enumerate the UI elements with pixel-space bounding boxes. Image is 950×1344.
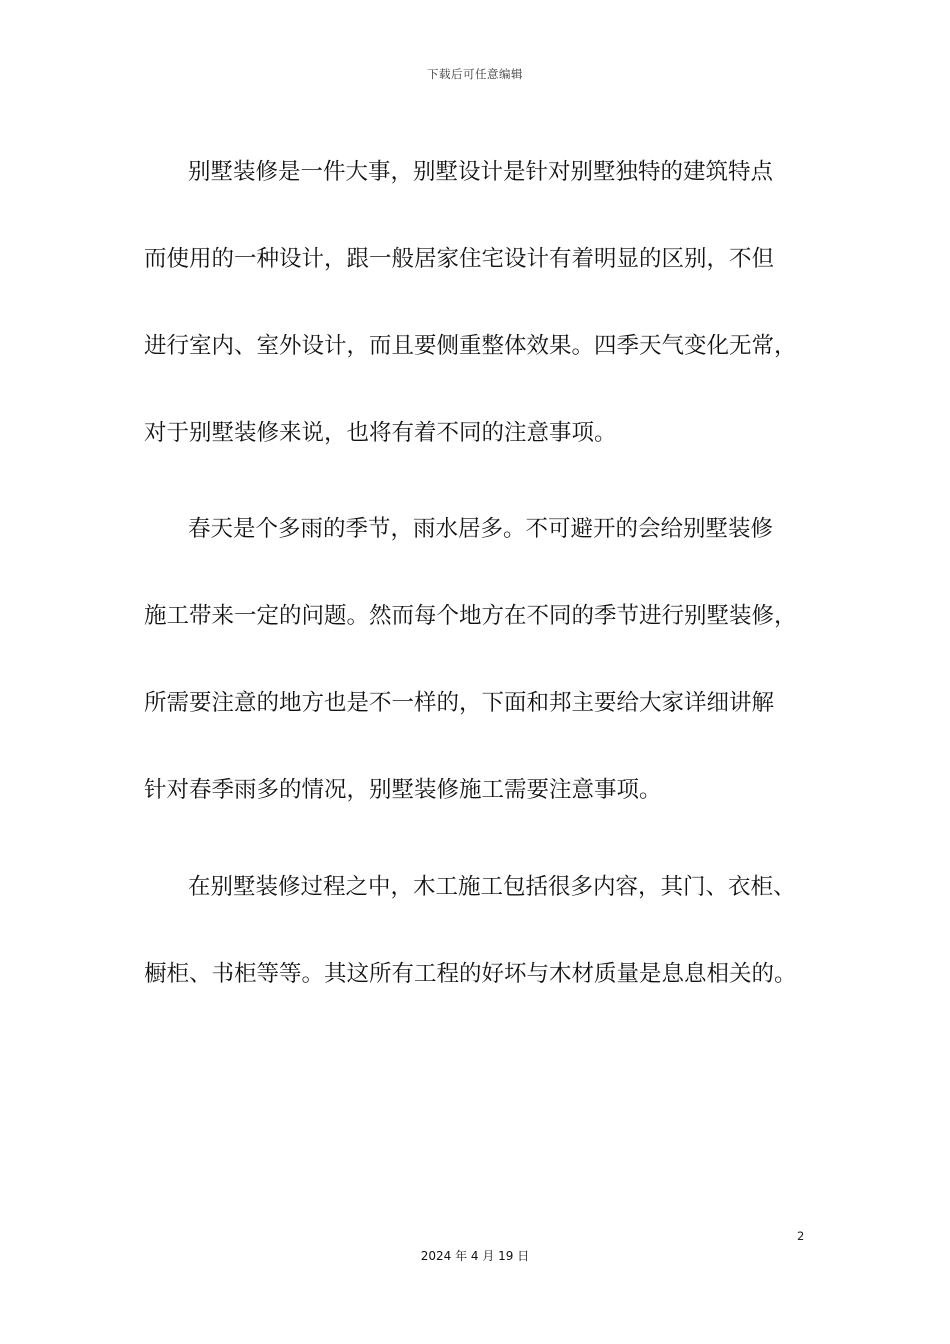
paragraph-1-line-4: 对于别墅装修来说，也将有着不同的注意事项。 bbox=[144, 420, 617, 446]
paragraph-1-line-1: 别墅装修是一件大事，别墅设计是针对别墅独特的建筑特点 bbox=[188, 159, 774, 185]
paragraph-2-line-4: 针对春季雨多的情况，别墅装修施工需要注意事项。 bbox=[144, 777, 662, 803]
header-note: 下载后可任意编辑 bbox=[427, 67, 523, 81]
paragraph-2-line-2: 施工带来一定的问题。然而每个地方在不同的季节进行别墅装修， bbox=[144, 603, 797, 629]
footer-date: 2024 年 4 月 19 日 bbox=[420, 1249, 530, 1263]
paragraph-1-line-3: 进行室内、室外设计，而且要侧重整体效果。四季天气变化无常， bbox=[144, 333, 797, 359]
paragraph-2-line-1: 春天是个多雨的季节，雨水居多。不可避开的会给别墅装修 bbox=[188, 516, 774, 542]
paragraph-3-line-2: 橱柜、书柜等等。其这所有工程的好坏与木材质量是息息相关的。 bbox=[144, 961, 797, 987]
paragraph-1-line-2: 而使用的一种设计，跟一般居家住宅设计有着明显的区别，不但 bbox=[144, 246, 775, 272]
paragraph-3-line-1: 在别墅装修过程之中，木工施工包括很多内容，其门、衣柜、 bbox=[188, 874, 796, 900]
paragraph-2-line-3: 所需要注意的地方也是不一样的，下面和邦主要给大家详细讲解 bbox=[144, 690, 775, 716]
page-number: 2 bbox=[797, 1229, 805, 1243]
